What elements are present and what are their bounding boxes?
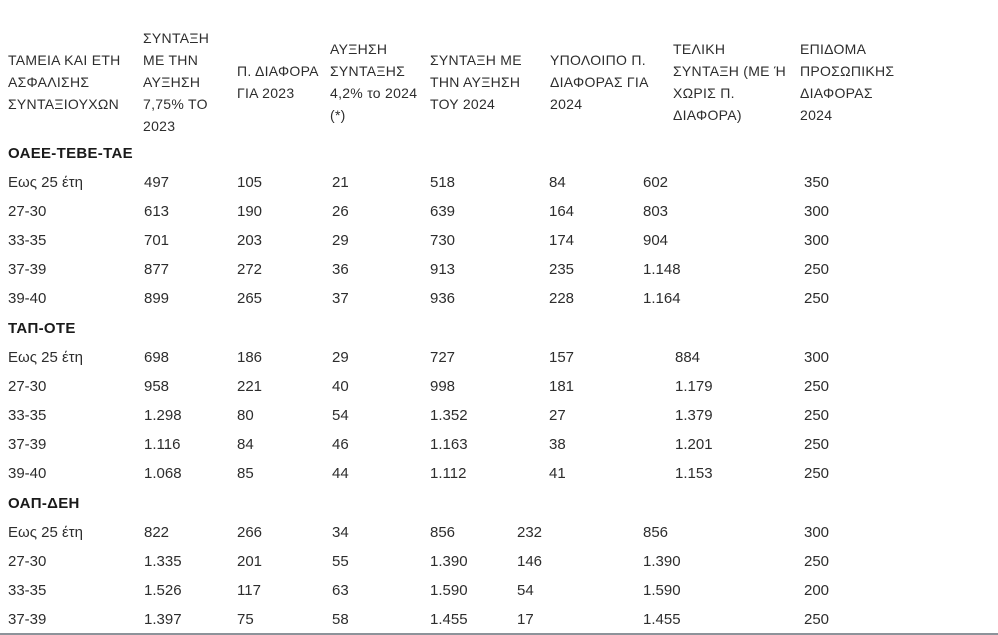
cell-value: 221 [237, 378, 263, 395]
row-label: Εως 25 έτη [8, 174, 83, 191]
cell-value: 55 [332, 553, 349, 570]
row-label: 27-30 [8, 553, 47, 570]
row-label: Εως 25 έτη [8, 349, 83, 366]
cell-value: 63 [332, 582, 349, 599]
row-label: Εως 25 έτη [8, 524, 83, 541]
column-header-pension-2024: ΣΥΝΤΑΞΗ ΜΕ ΤΗΝ ΑΥΞΗΣΗ ΤΟΥ 2024 [430, 52, 522, 112]
cell-value: 1.298 [144, 407, 182, 424]
table-row [0, 343, 900, 372]
cell-value: 904 [643, 232, 669, 249]
cell-value: 34 [332, 524, 349, 541]
cell-value: 1.164 [643, 290, 681, 307]
cell-value: 174 [549, 232, 575, 249]
cell-value: 54 [517, 582, 534, 599]
cell-value: 272 [237, 261, 263, 278]
cell-value: 1.390 [643, 553, 681, 570]
cell-value: 46 [332, 436, 349, 453]
cell-value: 38 [549, 436, 566, 453]
cell-value: 497 [144, 174, 170, 191]
cell-value: 265 [237, 290, 263, 307]
cell-value: 201 [237, 553, 263, 570]
cell-value: 250 [804, 436, 830, 453]
table-row [0, 576, 900, 605]
cell-value: 146 [517, 553, 543, 570]
cell-value: 21 [332, 174, 349, 191]
section-oap-deh [0, 488, 900, 634]
cell-value: 26 [332, 203, 349, 220]
cell-value: 203 [237, 232, 263, 249]
cell-value: 250 [804, 407, 830, 424]
table-row [0, 401, 900, 430]
row-label: 33-35 [8, 582, 47, 599]
cell-value: 727 [430, 349, 456, 366]
cell-value: 856 [430, 524, 456, 541]
table-row [0, 255, 900, 284]
cell-value: 518 [430, 174, 456, 191]
cell-value: 639 [430, 203, 456, 220]
cell-value: 350 [804, 174, 830, 191]
cell-value: 1.112 [430, 465, 467, 482]
cell-value: 266 [237, 524, 263, 541]
column-header-allowance-2024: ΕΠΙΔΟΜΑ ΠΡΟΣΩΠΙΚΗΣ ΔΙΑΦΟΡΑΣ 2024 [800, 41, 895, 123]
cell-value: 856 [643, 524, 669, 541]
cell-value: 84 [549, 174, 566, 191]
table-row [0, 226, 900, 255]
cell-value: 181 [549, 378, 575, 395]
cell-value: 1.397 [144, 611, 182, 628]
table-row [0, 430, 900, 459]
cell-value: 300 [804, 524, 830, 541]
table-row [0, 197, 900, 226]
cell-value: 235 [549, 261, 575, 278]
cell-value: 117 [237, 582, 261, 599]
column-header-increase-2024: ΑΥΞΗΣΗ ΣΥΝΤΑΞΗΣ 4,2% το 2024 (*) [330, 41, 418, 123]
cell-value: 698 [144, 349, 170, 366]
column-header-pension-2023: ΣΥΝΤΑΞΗ ΜΕ ΤΗΝ ΑΥΞΗΣΗ 7,75% ΤΟ 2023 [143, 30, 210, 134]
cell-value: 54 [332, 407, 349, 424]
cell-value: 186 [237, 349, 263, 366]
cell-value: 232 [517, 524, 543, 541]
cell-value: 29 [332, 349, 349, 366]
cell-value: 300 [804, 349, 830, 366]
cell-value: 701 [144, 232, 170, 249]
cell-value: 1.379 [675, 407, 713, 424]
column-header-pdifference-2023: Π. ΔΙΑΦΟΡΑ ΓΙΑ 2023 [237, 63, 319, 101]
cell-value: 36 [332, 261, 349, 278]
cell-value: 1.068 [144, 465, 182, 482]
cell-value: 29 [332, 232, 349, 249]
table-row [0, 605, 900, 634]
cell-value: 80 [237, 407, 254, 424]
section-oaee-tebe-tae [0, 138, 900, 313]
cell-value: 1.153 [675, 465, 713, 482]
cell-value: 1.455 [430, 611, 468, 628]
table-row [0, 459, 900, 488]
cell-value: 84 [237, 436, 254, 453]
cell-value: 300 [804, 203, 830, 220]
table-row [0, 284, 900, 313]
cell-value: 1.590 [643, 582, 681, 599]
table-row [0, 518, 900, 547]
section-title: ΤΑΠ-ΟΤΕ [8, 319, 76, 337]
cell-value: 1.335 [144, 553, 182, 570]
cell-value: 300 [804, 232, 830, 249]
cell-value: 1.352 [430, 407, 468, 424]
table-header-row [0, 26, 900, 138]
cell-value: 602 [643, 174, 669, 191]
cell-value: 164 [549, 203, 575, 220]
cell-value: 228 [549, 290, 575, 307]
cell-value: 250 [804, 378, 830, 395]
section-title: ΟΑΕΕ-ΤΕΒΕ-ΤΑΕ [8, 144, 133, 162]
cell-value: 250 [804, 465, 830, 482]
row-label: 39-40 [8, 465, 47, 482]
cell-value: 85 [237, 465, 254, 482]
cell-value: 250 [804, 290, 830, 307]
column-header-funds: ΤΑΜΕΙΑ ΚΑΙ ΕΤΗ ΑΣΦΑΛΙΣΗΣ ΣΥΝΤΑΞΙΟΥΧΩΝ [8, 52, 121, 112]
cell-value: 613 [144, 203, 170, 220]
cell-value: 250 [804, 553, 830, 570]
cell-value: 1.163 [430, 436, 468, 453]
cell-value: 250 [804, 611, 830, 628]
cell-value: 822 [144, 524, 170, 541]
section-title-row [0, 313, 900, 343]
cell-value: 1.148 [643, 261, 681, 278]
cell-value: 913 [430, 261, 456, 278]
row-label: 37-39 [8, 261, 47, 278]
cell-value: 41 [549, 465, 566, 482]
cell-value: 1.590 [430, 582, 468, 599]
cell-value: 157 [549, 349, 575, 366]
row-label: 27-30 [8, 378, 47, 395]
row-label: 37-39 [8, 611, 47, 628]
table-row [0, 547, 900, 576]
cell-value: 105 [237, 174, 263, 191]
cell-value: 936 [430, 290, 456, 307]
row-label: 39-40 [8, 290, 47, 307]
cell-value: 58 [332, 611, 349, 628]
cell-value: 1.526 [144, 582, 182, 599]
cell-value: 884 [675, 349, 701, 366]
cell-value: 17 [517, 611, 534, 628]
cell-value: 27 [549, 407, 566, 424]
cell-value: 958 [144, 378, 170, 395]
row-label: 33-35 [8, 232, 47, 249]
cell-value: 190 [237, 203, 263, 220]
cell-value: 1.116 [144, 436, 181, 453]
row-label: 27-30 [8, 203, 47, 220]
row-label: 37-39 [8, 436, 47, 453]
cell-value: 250 [804, 261, 830, 278]
cell-value: 877 [144, 261, 170, 278]
column-header-remaining-2024: ΥΠΟΛΟΙΠΟ Π. ΔΙΑΦΟΡΑΣ ΓΙΑ 2024 [550, 52, 648, 112]
section-tap-ote [0, 313, 900, 488]
cell-value: 40 [332, 378, 349, 395]
cell-value: 1.390 [430, 553, 468, 570]
table-row [0, 372, 900, 401]
cell-value: 37 [332, 290, 349, 307]
cell-value: 44 [332, 465, 349, 482]
cell-value: 1.179 [675, 378, 713, 395]
table-row [0, 168, 900, 197]
cell-value: 200 [804, 582, 830, 599]
cell-value: 1.201 [675, 436, 713, 453]
cell-value: 1.455 [643, 611, 681, 628]
row-label: 33-35 [8, 407, 47, 424]
cell-value: 730 [430, 232, 456, 249]
cell-value: 998 [430, 378, 456, 395]
section-title-row [0, 138, 900, 168]
column-header-final-pension: ΤΕΛΙΚΗ ΣΥΝΤΑΞΗ (ΜΕ Ή ΧΩΡΙΣ Π. ΔΙΑΦΟΡΑ) [673, 41, 786, 123]
pension-table-header [0, 26, 900, 138]
cell-value: 75 [237, 611, 254, 628]
cell-value: 899 [144, 290, 170, 307]
section-title: ΟΑΠ-ΔΕΗ [8, 494, 80, 512]
section-title-row [0, 488, 900, 518]
cell-value: 803 [643, 203, 669, 220]
